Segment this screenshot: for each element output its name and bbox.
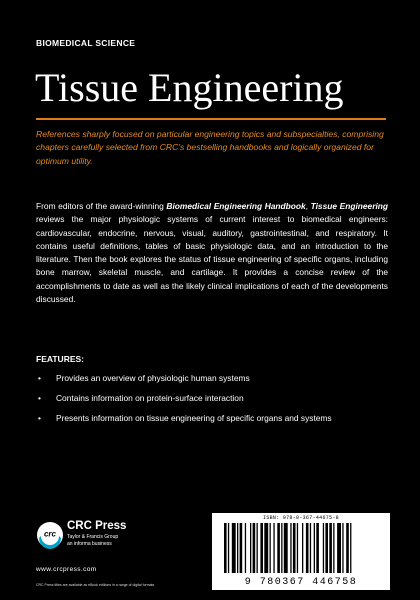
- bullet-icon: •: [38, 373, 41, 383]
- feature-text: Presents information on tissue engineering of specific organs and systems: [56, 413, 332, 423]
- barcode-icon: [216, 523, 386, 575]
- barcode-bar: [284, 523, 288, 573]
- barcode-bar: [232, 523, 236, 573]
- barcode-bar: [228, 523, 229, 573]
- barcode-bar: [237, 523, 238, 573]
- book-title: Tissue Engineering: [35, 65, 344, 110]
- barcode-bar: [245, 523, 246, 573]
- barcode-bar: [240, 523, 243, 573]
- category-label: BIOMEDICAL SCIENCE: [36, 38, 136, 48]
- feature-item: [36, 392, 336, 405]
- publisher-group: [67, 534, 118, 547]
- barcode-bar: [346, 523, 349, 573]
- barcode-bar: [293, 523, 296, 573]
- feature-item: [36, 412, 336, 425]
- barcode-bar: [323, 523, 324, 573]
- description-prefix: From editors of the award-winning: [36, 201, 167, 211]
- barcode-bar: [250, 523, 251, 573]
- barcode-bar: [273, 523, 274, 573]
- barcode-bar: [310, 523, 311, 573]
- book-description: [36, 200, 388, 306]
- barcode-bar: [264, 523, 268, 573]
- publisher-name: CRC Press: [67, 520, 127, 532]
- feature-text: Provides an overview of physiologic human systems: [56, 373, 250, 383]
- barcode-bar: [297, 523, 298, 573]
- features-heading: FEATURES:: [36, 354, 85, 364]
- barcode-bar: [350, 523, 351, 573]
- barcode-bar: [224, 523, 227, 573]
- isbn-label: ISBN: 978-0-367-44675-8: [263, 515, 339, 521]
- title-divider: [36, 118, 386, 120]
- barcode-bar: [333, 523, 334, 573]
- barcode-bar: [257, 523, 258, 573]
- barcode-bar: [329, 523, 332, 573]
- barcode-bar: [281, 523, 282, 573]
- bullet-icon: •: [38, 393, 41, 403]
- barcode-bar: [277, 523, 280, 573]
- feature-text: Contains information on protein-surface interaction: [56, 393, 244, 403]
- barcode-bar: [306, 523, 309, 573]
- description-separator: ,: [305, 201, 311, 211]
- barcode-bar: [325, 523, 328, 573]
- barcode-bar: [302, 523, 303, 573]
- description-book-title: Tissue Engineering: [310, 201, 389, 211]
- publisher-group-line: an informa business: [67, 540, 112, 547]
- barcode-bar: [253, 523, 256, 573]
- barcode-bar: [270, 523, 271, 573]
- series-tagline: References sharply focused on particular engineering topics and subspecialties, comprising chapters carefully selected from CRC's bestselling handbooks and logically organized for optimum utility.: [36, 129, 384, 166]
- svg-text:crc: crc: [43, 529, 57, 539]
- barcode-bar: [316, 523, 319, 573]
- description-text: reviews the major physiologic systems of current interest to biomedical engineers: cardiovascular, endocrine, nervous, visual, auditory, gastrointestinal, and respiratory. It contains useful definitions, tables of basic physiologic data, and an introduction to the literature. Then the book explores the status of tissue engineering of specific organs, including bone marrow, skeletal muscle, and cartilage. It provides a concise review of the accomplishments to date as well as the likely clinical implications of each of the developments discussed.: [36, 214, 388, 305]
- barcode-bar: [290, 523, 291, 573]
- crc-press-logo-icon: [36, 521, 64, 549]
- bullet-icon: •: [38, 413, 41, 423]
- features-list: [36, 372, 336, 432]
- description-handbook-title: Biomedical Engineering Handbook: [166, 201, 306, 211]
- barcode-bar: [260, 523, 263, 573]
- publisher-group-line: Taylor & Francis Group: [67, 534, 119, 540]
- feature-item: [36, 372, 336, 385]
- barcode-panel: [212, 513, 390, 590]
- barcode-bar: [337, 523, 341, 573]
- publisher-block: [36, 517, 156, 587]
- ebook-note: CRC Press titles are available as eBook editions in a range of digital formats: [36, 583, 155, 587]
- barcode-bar: [314, 523, 315, 573]
- barcode-bar: [342, 523, 343, 573]
- publisher-url: www.crcpress.com: [36, 566, 97, 573]
- barcode-digits: 9 780367 446758: [244, 577, 358, 588]
